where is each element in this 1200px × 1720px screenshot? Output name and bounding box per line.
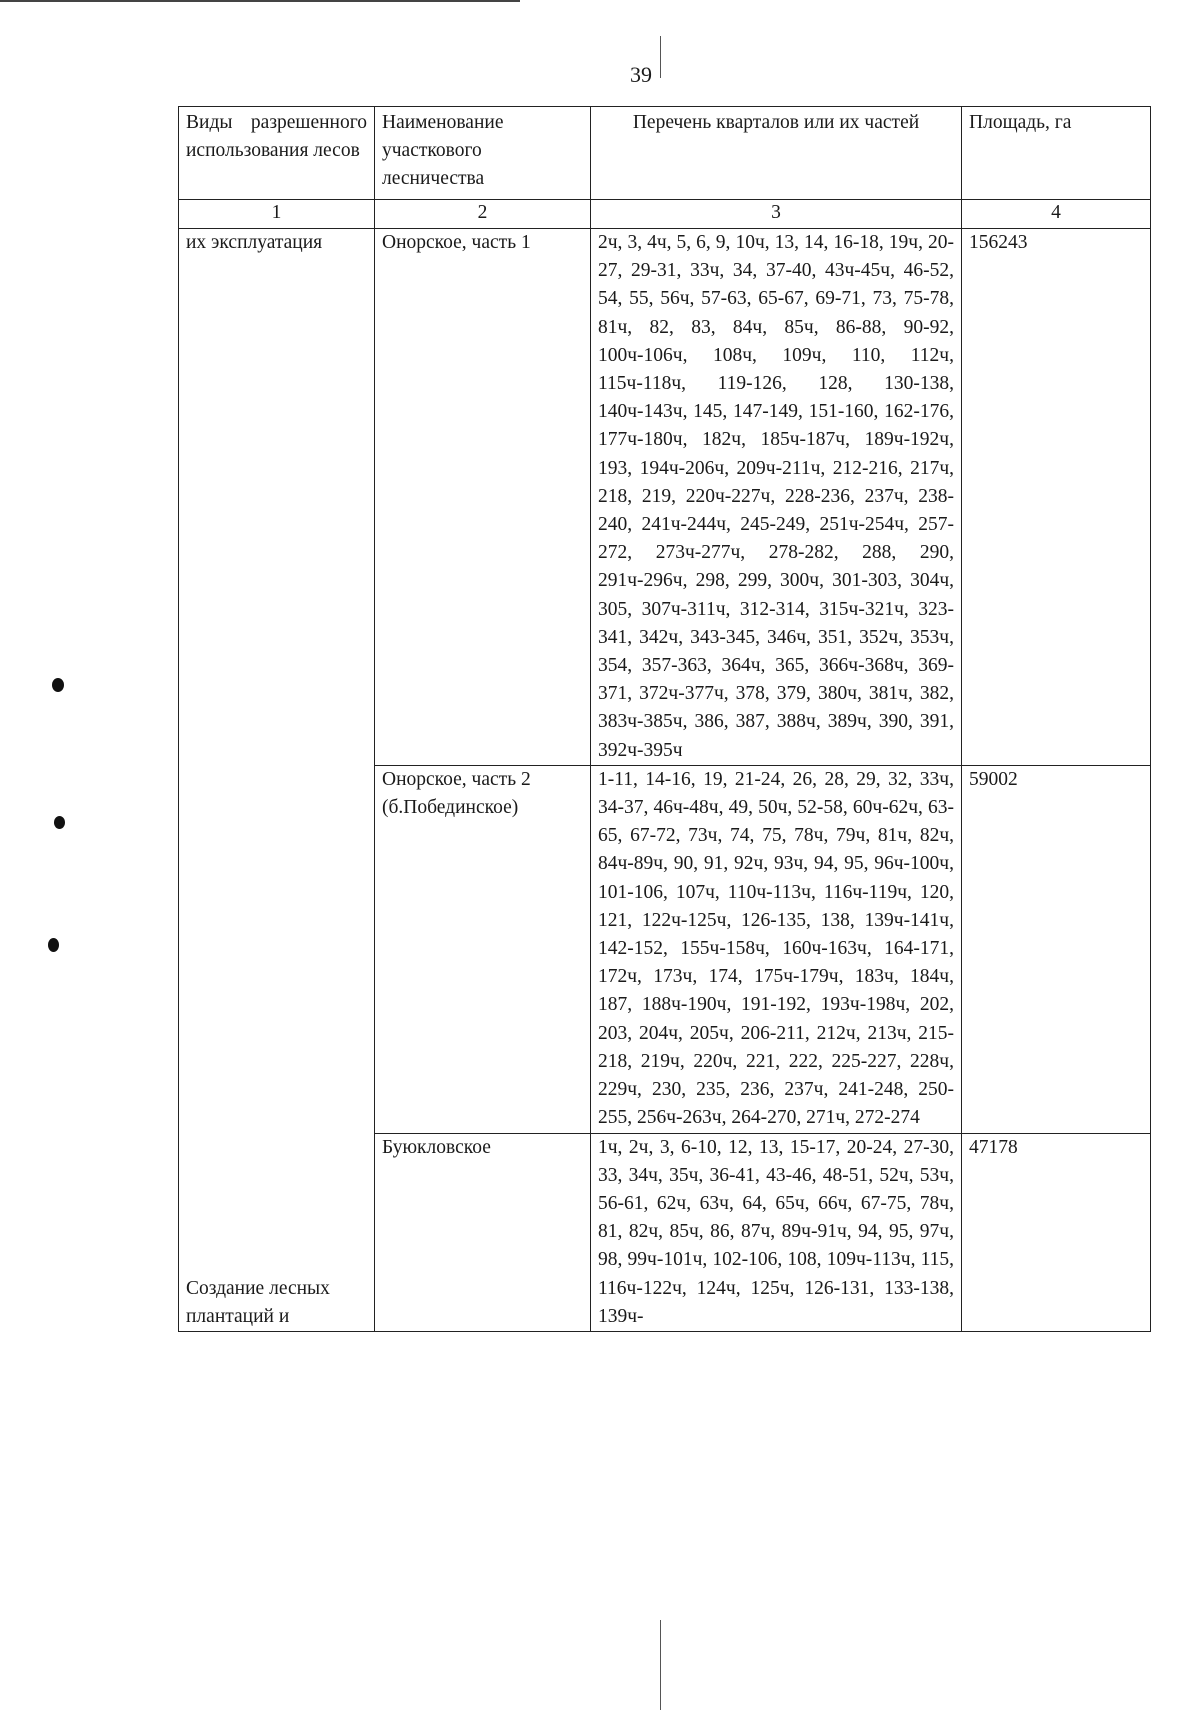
quarters-list: 1-11, 14-16, 19, 21-24, 26, 28, 29, 32, 33ч, 34-37, 46ч-48ч, 49, 50ч, 52-58, 60ч-62ч, 63-65, 67-72, 73ч, 74, 75, 78ч, 79ч, 81ч, 82ч, 84ч-89ч, 90, 91, 92ч, 93ч, 94, 95, 96ч-100ч, 101-106, 107ч, 110ч-113ч, 116ч-119ч, 120, 121, 122ч-125ч, 126-135, 138, 139ч-141ч, 142-152, 155ч-158ч, 160ч-163ч, 164-171, 172ч, 173ч, 174, 175ч-179ч, 183ч, 184ч, 187, 188ч-190ч, 191-192, 193ч-198ч, 202, 203, 204ч, 205ч, 206-211, 212ч, 213ч, 215-218, 219ч, 220ч, 221, 222, 225-227, 228ч, 229ч, 230, 235, 236, 237ч, 241-248, 250-255, 256ч-263ч, 264-270, 271ч, 272-274	[591, 765, 962, 1133]
scan-speck	[54, 816, 65, 829]
forestry-name: Буюкловское	[375, 1133, 591, 1331]
column-number: 2	[375, 200, 591, 229]
use-type-bottom: Создание лесных плантаций и	[186, 1277, 330, 1327]
use-type-cell	[179, 229, 375, 1332]
column-number: 3	[591, 200, 962, 229]
area-value: 59002	[962, 765, 1151, 1133]
column-number-row	[179, 200, 1151, 229]
use-type-top: их эксплуатация	[186, 232, 323, 253]
header-quarters-list: Перечень кварталов или их частей	[591, 107, 962, 200]
area-value: 156243	[962, 229, 1151, 766]
scan-fold-mark	[660, 36, 661, 78]
scan-speck	[48, 938, 59, 952]
column-number: 1	[179, 200, 375, 229]
forest-use-table	[178, 106, 1151, 1332]
quarters-list: 1ч, 2ч, 3, 6-10, 12, 13, 15-17, 20-24, 27-30, 33, 34ч, 35ч, 36-41, 43-46, 48-51, 52ч, 53ч, 56-61, 62ч, 63ч, 64, 65ч, 66ч, 67-75, 78ч, 81, 82ч, 85ч, 86, 87ч, 89ч-91ч, 94, 95, 97ч, 98, 99ч-101ч, 102-106, 108, 109ч-113ч, 115, 116ч-122ч, 124ч, 125ч, 126-131, 133-138, 139ч-	[591, 1133, 962, 1331]
page-number: 39	[630, 62, 652, 87]
quarters-list: 2ч, 3, 4ч, 5, 6, 9, 10ч, 13, 14, 16-18, 19ч, 20-27, 29-31, 33ч, 34, 37-40, 43ч-45ч, 46-52, 54, 55, 56ч, 57-63, 65-67, 69-71, 73, 75-78, 81ч, 82, 83, 84ч, 85ч, 86-88, 90-92, 100ч-106ч, 108ч, 109ч, 110, 112ч, 115ч-118ч, 119-126, 128, 130-138, 140ч-143ч, 145, 147-149, 151-160, 162-176, 177ч-180ч, 182ч, 185ч-187ч, 189ч-192ч, 193, 194ч-206ч, 209ч-211ч, 212-216, 217ч, 218, 219, 220ч-227ч, 228-236, 237ч, 238-240, 241ч-244ч, 245-249, 251ч-254ч, 257-272, 273ч-277ч, 278-282, 288, 290, 291ч-296ч, 298, 299, 300ч, 301-303, 304ч, 305, 307ч-311ч, 312-314, 315ч-321ч, 323-341, 342ч, 343-345, 346ч, 351, 352ч, 353ч, 354, 357-363, 364ч, 365, 366ч-368ч, 369-371, 372ч-377ч, 378, 379, 380ч, 381ч, 382, 383ч-385ч, 386, 387, 388ч, 389ч, 390, 391, 392ч-395ч	[591, 229, 962, 766]
forestry-name: Онорское, часть 2 (б.Побединское)	[375, 765, 591, 1133]
header-forestry-name: Наименование участкового лесничества	[375, 107, 591, 200]
table-row	[179, 229, 1151, 766]
scan-fold-mark	[660, 1620, 661, 1710]
table-header-row	[179, 107, 1151, 200]
forestry-name: Онорское, часть 1	[375, 229, 591, 766]
column-number: 4	[962, 200, 1151, 229]
header-use-type: Виды разрешенного использования лесов	[179, 107, 375, 200]
scan-edge-line	[0, 0, 520, 2]
header-area: Площадь, га	[962, 107, 1151, 200]
scan-speck	[52, 678, 64, 692]
area-value: 47178	[962, 1133, 1151, 1331]
